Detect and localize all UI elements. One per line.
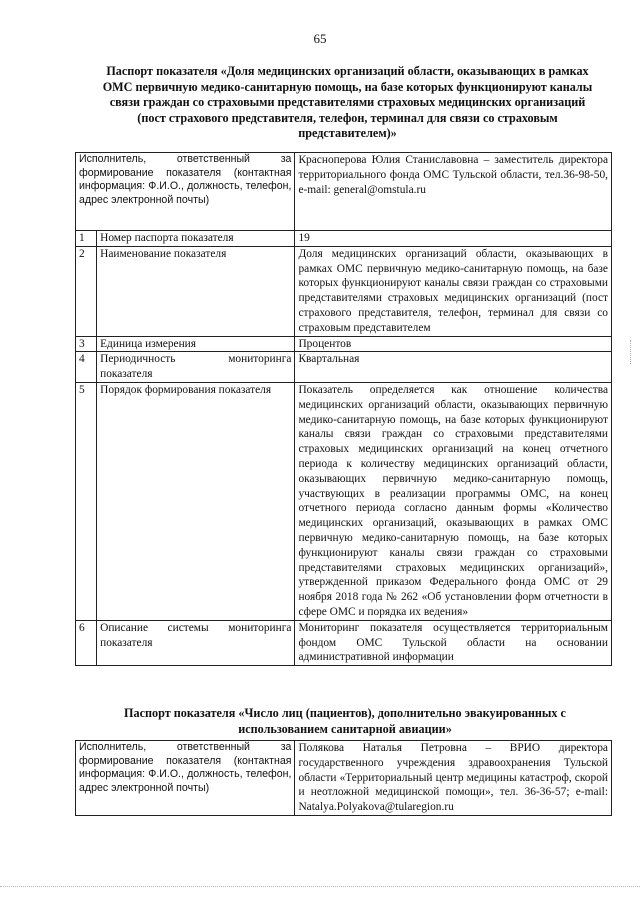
row-name: Описание системы мониторинга показателя [97, 620, 295, 665]
row-name: Номер паспорта показателя [97, 231, 295, 247]
executor-label: Исполнитель, ответственный за формирование показателя (контактная информация: Ф.И.О., должность, телефон, адрес электронной почты) [76, 741, 295, 816]
row-number: 4 [76, 352, 97, 383]
row-value: Квартальная [295, 352, 612, 383]
page-number: 65 [313, 31, 327, 46]
table-row [76, 620, 612, 665]
passport-2-title: Паспорт показателя «Число лиц (пациентов), дополнительно эвакуированных с использованием санитарной авиации» [124, 706, 566, 736]
row-number: 1 [76, 231, 97, 247]
passport-1-title: Паспорт показателя «Доля медицинских организаций области, оказывающих в рамках ОМС первичную медико-санитарную помощь, на базе которых функционируют каналы связи граждан со страховыми представителями страховых медицинских организаций (пост страхового представителя, телефон, терминал для связи со страховым представителем)» [102, 64, 593, 140]
executor-label: Исполнитель, ответственный за формирование показателя (контактная информация: Ф.И.О., должность, телефон, адрес электронной почты) [76, 153, 295, 231]
table-row [76, 153, 612, 231]
row-value: Показатель определяется как отношение количества медицинских организаций области, оказывающих первичную медико-санитарную помощь, на базе которых функционируют каналы связи граждан со страховыми представителями страховых медицинских организаций на конец отчетного периода к количеству медицинских организаций области, оказывающих первичную медико-санитарную помощь, участвующих в реализации программы ОМС, на конец отчетного периода согласно данным формы «Количество медицинских организаций, оказывающих в рамках ОМС первичную медико-санитарную помощь, на базе которых функционируют каналы связи граждан со страховыми представителями страховых медицинских организаций», утвержденной приказом Федерального фонда ОМС от 29 ноября 2018 года № 262 «Об установлении форм отчетности в сфере ОМС и порядка их ведения» [295, 382, 612, 620]
row-name: Наименование показателя [97, 246, 295, 336]
table-row [76, 382, 612, 620]
row-number: 2 [76, 246, 97, 336]
table-row [76, 741, 612, 816]
row-name: Единица измерения [97, 336, 295, 352]
table-row [76, 246, 612, 336]
row-value: 19 [295, 231, 612, 247]
row-name: Порядок формирования показателя [97, 382, 295, 620]
executor-value: Полякова Наталья Петровна – ВРИО директора государственного учреждения здравоохранения Тульской области «Территориальный центр медицины катастроф, скорой и неотложной медицинской помощи», тел. 36-36-57; e-mail: Natalya.Polyakova@tularegion.ru [295, 741, 612, 816]
table-row [76, 231, 612, 247]
table-row [76, 352, 612, 383]
row-name: Периодичность мониторинга показателя [97, 352, 295, 383]
row-value: Мониторинг показателя осуществляется территориальным фондом ОМС Тульской области на основании административной информации [295, 620, 612, 665]
row-number: 6 [76, 620, 97, 665]
scan-bottom-dots [0, 886, 640, 889]
passport-2-table [75, 740, 612, 816]
executor-value: Красноперова Юлия Станиславовна – заместитель директора территориального фонда ОМС Тульской области, тел.36-98-50, e-mail: general@omstula.ru [295, 153, 612, 231]
scan-edge-marks [630, 340, 633, 364]
row-number: 5 [76, 382, 97, 620]
row-value: Доля медицинских организаций области, оказывающих в рамках ОМС первичную медико-санитарную помощь, на базе которых функционируют каналы связи граждан со страховыми представителями страховых медицинских организаций (пост страхового представителя, телефон, терминал для связи со страховым представителем [295, 246, 612, 336]
row-value: Процентов [295, 336, 612, 352]
row-number: 3 [76, 336, 97, 352]
passport-1-table [75, 152, 612, 666]
table-row [76, 336, 612, 352]
